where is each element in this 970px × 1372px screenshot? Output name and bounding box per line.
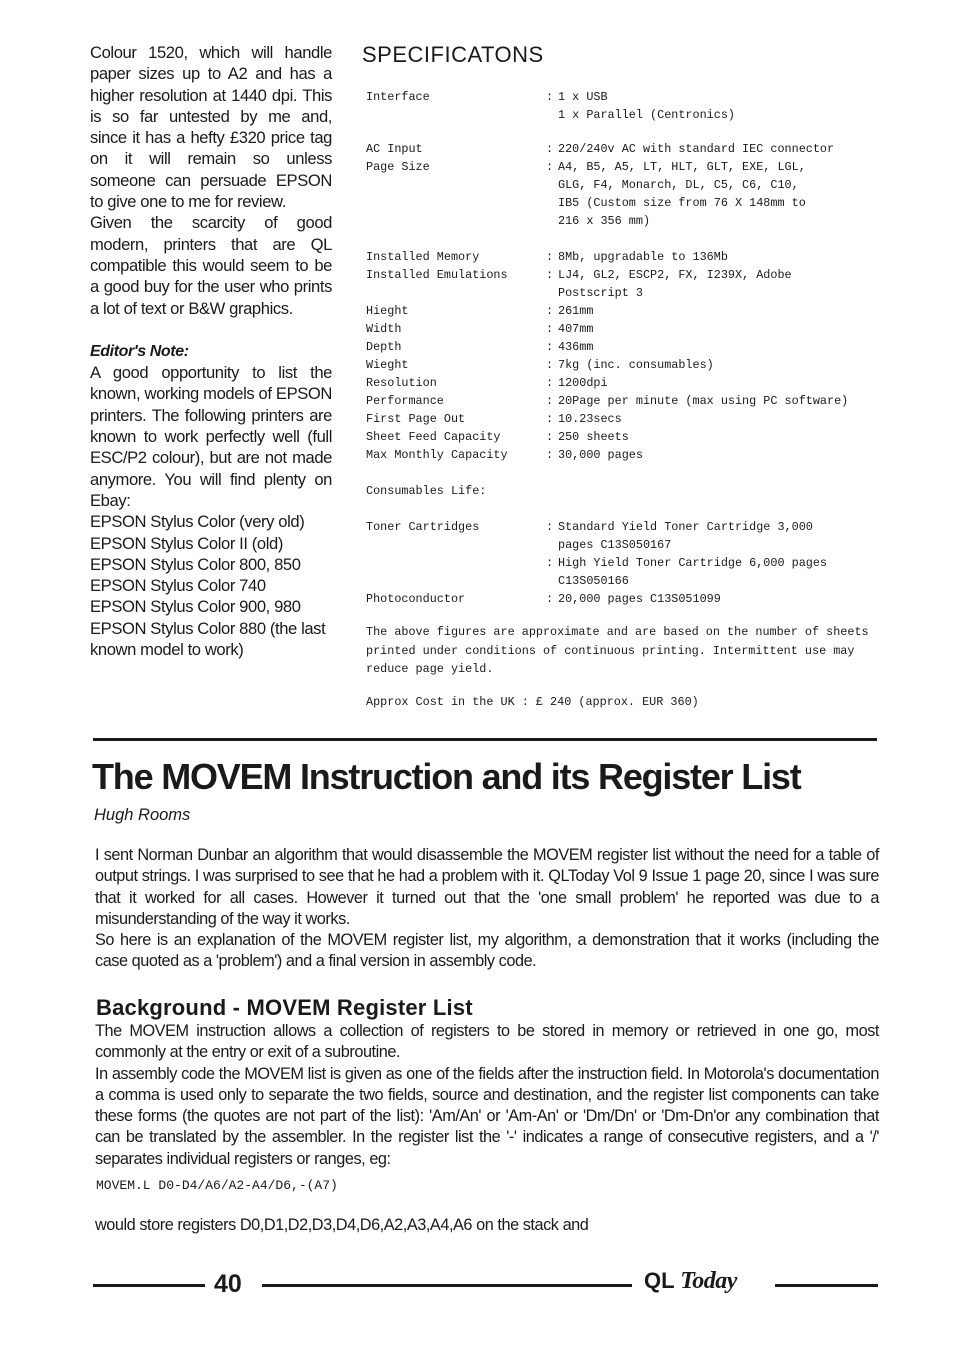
spec-colon: :	[546, 142, 554, 156]
toner-value-standard: Standard Yield Toner Cartridge 3,000 pages C13S050167	[558, 520, 813, 552]
article-author: Hugh Rooms	[94, 806, 191, 824]
background-para-2: In assembly code the MOVEM list is given as one of the fields after the instruction field. In Motorola's documentation a comma is used only to separate the two fields, source and destination, and the register list components can take these forms (the quotes are not part of the list): 'Am/An' or 'Am-An' or 'Dm/Dn' or 'Dm-Dn'or any combination that can be translated by the assembler. In the register list the '-' indicates a range of consecutive registers, and a '/' separates individual registers or ranges, eg:	[95, 1064, 879, 1168]
spec-label: Interface	[366, 90, 430, 104]
consumables-label: Consumables Life:	[366, 484, 487, 498]
spec-colon: :	[546, 556, 554, 570]
spec-label: Wieght	[366, 358, 409, 372]
printer-list	[90, 511, 332, 660]
editors-note-text: A good opportunity to list the known, working models of EPSON printers. The following printers are known to work perfectly well (full ESC/P2 colour), but are not made anymore. You will find plenty on Ebay:	[90, 363, 332, 510]
spec-row	[366, 410, 886, 428]
spec-label: Sheet Feed Capacity	[366, 430, 501, 444]
spec-row	[366, 428, 886, 446]
toner-value-high: High Yield Toner Cartridge 6,000 pages C13S050166	[558, 556, 828, 588]
spec-row	[366, 266, 886, 302]
spec-label: Page Size	[366, 160, 430, 174]
toner-label: Toner Cartridges	[366, 520, 480, 534]
intro-text	[95, 845, 879, 973]
spec-value: 10.23secs	[558, 412, 622, 426]
spec-value: 250 sheets	[558, 430, 629, 444]
spec-colon: :	[546, 520, 554, 534]
final-line: would store registers D0,D1,D2,D3,D4,D6,A2,A3,A4,A6 on the stack and	[95, 1216, 589, 1234]
spec-value: 220/240v AC with standard IEC connector	[558, 142, 835, 156]
printer-item: EPSON Stylus Color 800, 850	[90, 554, 301, 574]
spec-label: Hieght	[366, 304, 409, 318]
spec-row	[366, 248, 886, 266]
spec-colon: :	[546, 376, 554, 390]
background-text	[95, 1021, 879, 1170]
specs-title: SPECIFICATONS	[362, 42, 544, 67]
spec-label: Performance	[366, 394, 444, 408]
consumables-row	[366, 482, 886, 500]
spec-value: 8Mb, upgradable to 136Mb	[558, 250, 728, 264]
spec-row	[366, 356, 886, 374]
spec-row	[366, 554, 886, 590]
spec-colon: :	[546, 358, 554, 372]
printer-item: EPSON Stylus Color 740	[90, 576, 266, 596]
spec-value: LJ4, GL2, ESCP2, FX, I239X, Adobe Postscript 3	[558, 268, 792, 300]
spec-row	[366, 158, 886, 230]
spec-colon: :	[546, 448, 554, 462]
page-number: 40	[214, 1270, 242, 1298]
spec-colon: :	[546, 268, 554, 282]
spec-row	[366, 320, 886, 338]
specs-table	[366, 88, 886, 608]
printer-item: EPSON Stylus Color 880 (the last known model to work)	[90, 618, 326, 660]
spec-colon: :	[546, 412, 554, 426]
specs-cost: Approx Cost in the UK : £ 240 (approx. EUR 360)	[366, 695, 699, 709]
printer-item: EPSON Stylus Color 900, 980	[90, 597, 301, 617]
spec-label: Installed Emulations	[366, 268, 508, 282]
spec-label: Depth	[366, 340, 402, 354]
spec-row	[366, 374, 886, 392]
spec-row	[366, 446, 886, 464]
spec-label: Installed Memory	[366, 250, 480, 264]
photo-label: Photoconductor	[366, 592, 466, 606]
spec-value: 1 x USB 1 x Parallel (Centronics)	[558, 90, 735, 122]
spec-value: 30,000 pages	[558, 448, 643, 462]
spec-row	[366, 140, 886, 158]
spec-row	[366, 392, 886, 410]
spec-colon: :	[546, 340, 554, 354]
spec-value: 436mm	[558, 340, 594, 354]
spec-row	[366, 88, 886, 124]
background-para-1: The MOVEM instruction allows a collection of registers to be stored in memory or retrieved in one go, most commonly at the entry or exit of a subroutine.	[95, 1022, 879, 1062]
left-para-1: Colour 1520, which will handle paper sizes up to A2 and has a higher resolution at 1440 dpi. This is so far untested by me and, since it has a hefty £320 price tag on it will remain so unless someone can persuade EPSON to give one to me for review.	[90, 43, 332, 212]
intro-para-1: I sent Norman Dunbar an algorithm that would disassemble the MOVEM register list without the need for a table of output strings. I was surprised to see that he had a problem with it. QLToday Vol 9 Issue 1 page 20, since I was sure that it worked for all cases. However it turned out that the 'one small problem' he reported was due to a misunderstanding of the way it works.	[95, 846, 879, 928]
article-title: The MOVEM Instruction and its Register List	[92, 756, 801, 797]
spec-value: 1200dpi	[558, 376, 608, 390]
section-heading: Background - MOVEM Register List	[96, 995, 473, 1020]
spec-label: AC Input	[366, 142, 423, 156]
footer-rule-left	[93, 1284, 205, 1287]
spec-label: Max Monthly Capacity	[366, 448, 508, 462]
spec-colon: :	[546, 90, 554, 104]
spec-value: 7kg (inc. consumables)	[558, 358, 714, 372]
printer-item: EPSON Stylus Color (very old)	[90, 512, 305, 532]
specs-note: The above figures are approximate and are based on the number of sheets printed under conditions of continuous printing. Intermittent use may reduce page yield.	[366, 625, 869, 676]
spec-colon: :	[546, 304, 554, 318]
spec-value: 20Page per minute (max using PC software)	[558, 394, 849, 408]
footer-rule-middle	[262, 1284, 632, 1287]
spec-value: 407mm	[558, 322, 594, 336]
spec-colon: :	[546, 592, 554, 606]
code-example: MOVEM.L D0-D4/A6/A2-A4/D6,-(A7)	[96, 1178, 338, 1193]
spec-colon: :	[546, 430, 554, 444]
spec-row	[366, 518, 886, 554]
photo-value: 20,000 pages C13S051099	[558, 592, 721, 606]
printer-item: EPSON Stylus Color II (old)	[90, 533, 283, 553]
spec-value: A4, B5, A5, LT, HLT, GLT, EXE, LGL, GLG, F4, Monarch, DL, C5, C6, C10, IB5 (Custom size from 76 X 148mm to 216 x 356 mm)	[558, 160, 806, 228]
magazine-logo	[644, 1268, 737, 1295]
spec-colon: :	[546, 250, 554, 264]
editors-note-title: Editor's Note:	[90, 342, 189, 360]
left-column	[90, 42, 332, 660]
spec-label: Width	[366, 322, 402, 336]
magazine-logo-ql: QL	[644, 1268, 675, 1293]
left-para-2: Given the scarcity of good modern, printers that are QL compatible this would seem to be a good buy for the user who prints a lot of text or B&W graphics.	[90, 213, 332, 318]
spec-row	[366, 338, 886, 356]
footer-rule-right	[775, 1284, 878, 1287]
spec-colon: :	[546, 394, 554, 408]
spec-label: First Page Out	[366, 412, 466, 426]
intro-para-2: So here is an explanation of the MOVEM register list, my algorithm, a demonstration that it works (including the case quoted as a 'problem') and a final version in assembly code.	[95, 931, 879, 971]
section-divider	[93, 738, 877, 741]
magazine-logo-today: Today	[680, 1268, 737, 1294]
spec-colon: :	[546, 160, 554, 174]
spec-row	[366, 302, 886, 320]
spec-value: 261mm	[558, 304, 594, 318]
spec-colon: :	[546, 322, 554, 336]
spec-row	[366, 590, 886, 608]
spec-label: Resolution	[366, 376, 437, 390]
